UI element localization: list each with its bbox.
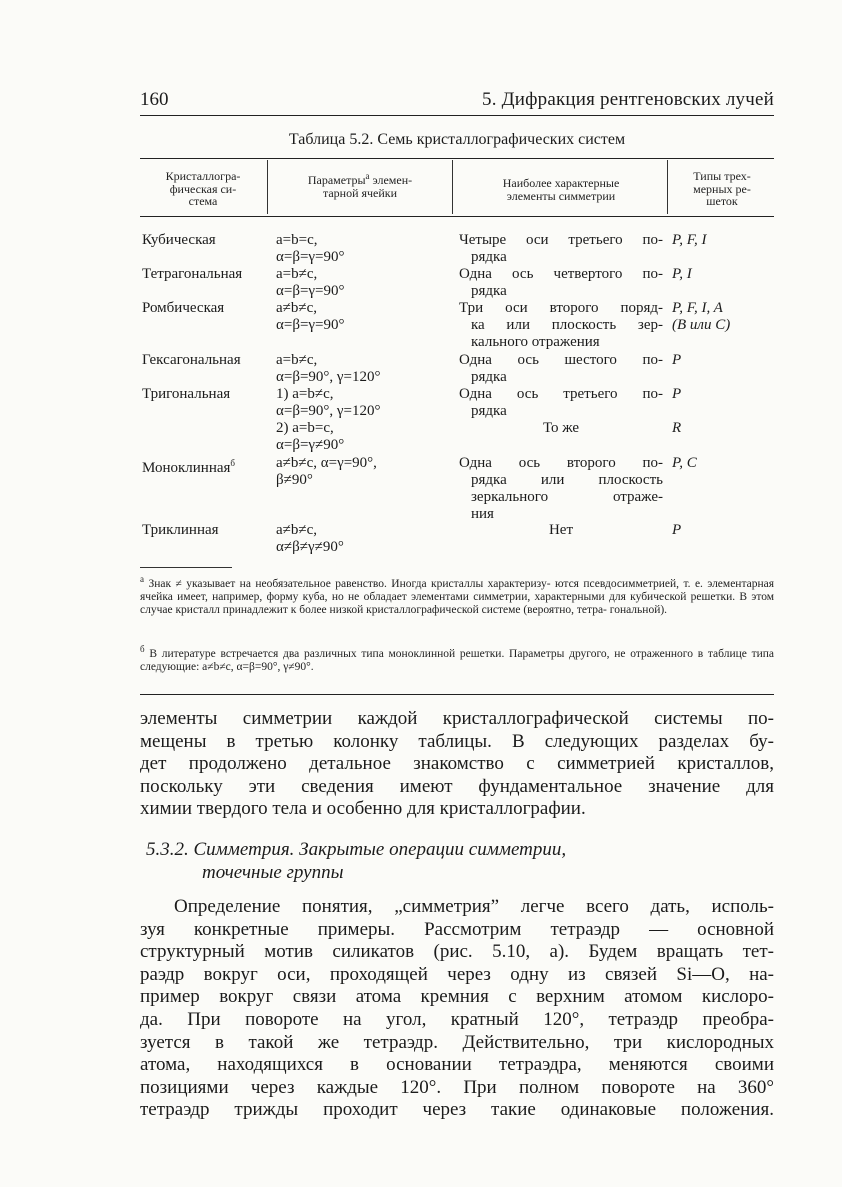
table-row-lattices: P, I — [672, 266, 692, 282]
section-heading: 5.3.2. Симметрия. Закрытые операции симметрии, точечные группы — [146, 839, 567, 883]
table-row-system: Моноклинная$^б$ — [142, 458, 235, 476]
table-row-lattices: P, F, I — [672, 232, 707, 248]
body-paragraph: Определение понятия, „симметрия” легче всего дать, исполь- зуя конкретные примеры. Рассмотрим тетраэдр — основной структурный мотив силикатов (рис. 5.10, a). Будем вращать тет- раэдр вокруг оси, проходящей через одну из связей Si—O, на- пример вокруг связи атома кремния с верхним атомом кислоро- да. При повороте на угол, кратный 120°, тетраэдр преобра- зуется в такой же тетраэдр. Действительно, три кислородных атома, находящихся в основании тетраэдра, меняются своими позициями через каждые 120°. При полном повороте на 360° тетраэдр трижды проходит через такие одинаковые положения. — [140, 896, 774, 1121]
table-row-symmetry-same: Нет — [548, 522, 574, 538]
table-row-lattices: P, F, I, A (B или C) — [672, 300, 731, 333]
table-row-lattices: P — [672, 386, 682, 402]
table-row-symmetry: Одна ось четвертого по- рядка — [459, 266, 663, 299]
footnote-a: $^а$ Знак ≠ указывает на необязательное равенство. Иногда кристаллы характеризу- ются псевдосимметрией, т. е. элементарная ячейка имеет, например, форму куба, но не обладает элементами симметрии, характерными для кубической решетки. В этом случае кристалл принадлежит к более низкой кристаллографической системе (вероятно, тетра- гональной). — [140, 574, 775, 616]
column-header-lattices: Типы трех- мерных ре- шеток — [693, 169, 751, 208]
column-header-params: Параметры$^а$ элемен- тарной ячейки — [307, 171, 413, 200]
table-row-system: Триклинная — [142, 522, 219, 538]
table-row-symmetry: Одна ось второго по- рядка или плоскость зеркального отраже- ния — [459, 455, 663, 522]
table-row-system: Тригональная — [142, 386, 231, 402]
table-row-lattices: P, C — [672, 455, 697, 471]
table-header-rule — [140, 216, 774, 217]
table-row-symmetry: Одна ось шестого по- рядка — [459, 352, 663, 385]
column-divider — [267, 160, 268, 214]
column-header-system: Кристаллогра- фическая си- стема — [165, 169, 241, 208]
table-row-symmetry: Три оси второго поряд- ка или плоскость зер- кального отражения — [459, 300, 663, 350]
table-row-params: a≠b≠c, α≠β≠γ≠90° — [276, 522, 344, 555]
body-paragraph: элементы симметрии каждой кристаллографической системы по- мещены в третью колонку таблицы. В следующих разделах бу- дет продолжено детальное знакомство с симметрией кристаллов, поскольку эти сведения имеют фундаментальное значение для химии твердого тела и особенно для кристаллографии. — [140, 708, 774, 820]
table-row-params: a=b=c, α=β=γ=90° — [276, 232, 345, 265]
footnote-separator — [140, 567, 232, 568]
table-row-lattices: P — [672, 522, 682, 538]
table-row-params: a≠b≠c, α=β=γ=90° — [276, 300, 345, 333]
table-row-symmetry: Четыре оси третьего по- рядка — [459, 232, 663, 265]
header-rule — [140, 115, 774, 116]
table-row-symmetry: Одна ось третьего по- рядка — [459, 386, 663, 419]
running-head — [140, 88, 774, 112]
table-row-params: a=b≠c, α=β=γ=90° — [276, 266, 345, 299]
column-divider — [667, 160, 668, 214]
table-row-params: a=b≠c, α=β=90°, γ=120° — [276, 352, 381, 385]
table-row-symmetry-same: То же — [542, 420, 580, 436]
table-row-system: Гексагональная — [142, 352, 241, 368]
table-caption: Таблица 5.2. Семь кристаллографических систем — [288, 131, 626, 148]
page-number: 160 — [140, 89, 169, 110]
table-row-system: Тетрагональная — [142, 266, 243, 282]
table-bottom-rule — [140, 694, 774, 695]
chapter-title: 5. Дифракция рентгеновских лучей — [482, 89, 774, 110]
column-header-symmetry: Наиболее характерные элементы симметрии — [502, 176, 620, 203]
table-row-system: Кубическая — [142, 232, 216, 248]
table-row-lattices: R — [672, 420, 682, 436]
table-row-params: a≠b≠c, α=γ=90°, β≠90° — [276, 455, 377, 488]
footnote-b: $^б$ В литературе встречается два различных типа моноклинной решетки. Параметры другого, не отраженного в таблице типа следующие: a≠b≠c, α=β=90°, γ≠90°. — [140, 644, 775, 673]
table-row-system: Ромбическая — [142, 300, 225, 316]
table-row-lattices: P — [672, 352, 682, 368]
table-row-params: 1) a=b≠c, α=β=90°, γ=120° 2) a=b=c, α=β=γ≠90° — [276, 386, 381, 453]
table-top-rule — [140, 158, 774, 159]
column-divider — [452, 160, 453, 214]
